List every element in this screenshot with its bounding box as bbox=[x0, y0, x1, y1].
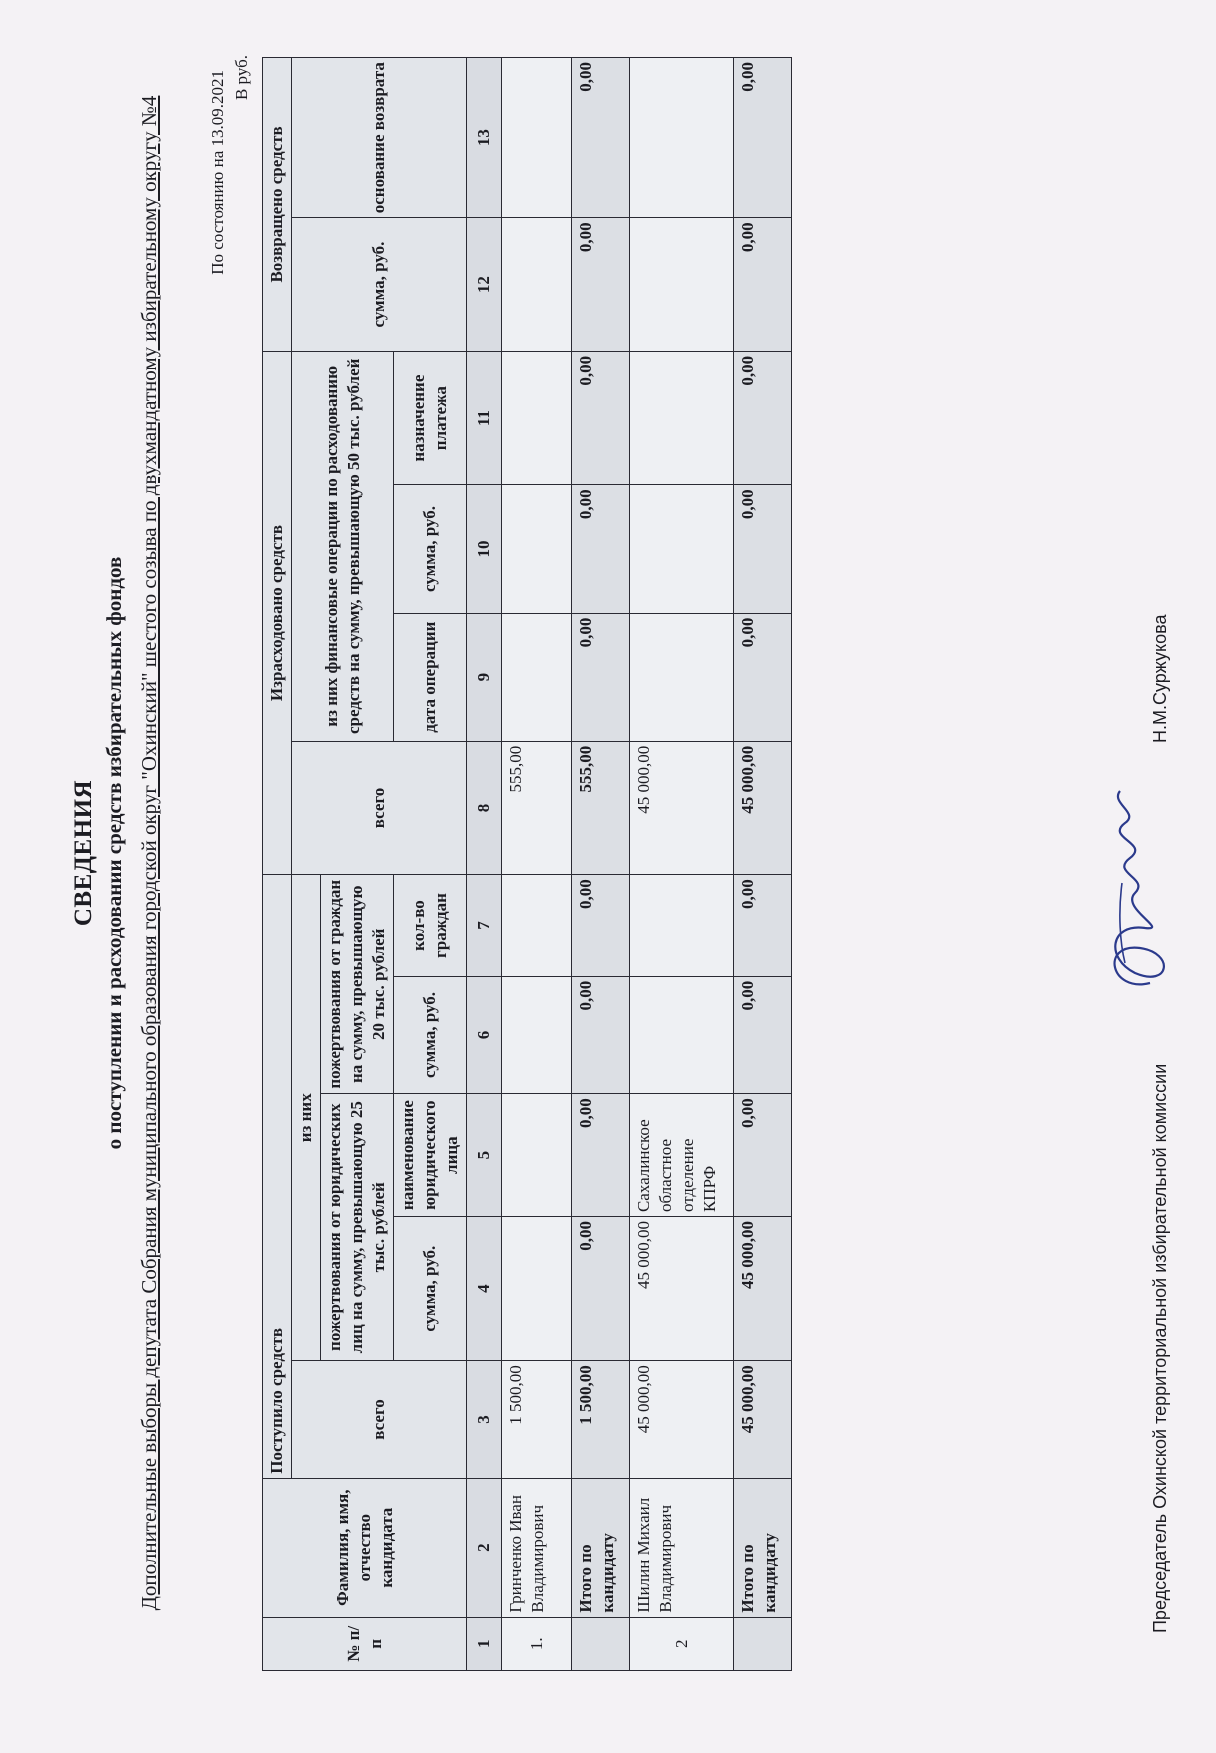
total-row bbox=[734, 58, 792, 1671]
col-header-spent-total: всего bbox=[292, 741, 467, 875]
total-label: Итого по кандидату bbox=[572, 1478, 630, 1617]
legal-sum: 0,00 bbox=[572, 1217, 630, 1361]
col-header-name: Фамилия, имя, отчество кандидата bbox=[263, 1478, 467, 1617]
col-header-op-purpose: назначение платежа bbox=[394, 351, 467, 485]
citizen-count: 0,00 bbox=[572, 875, 630, 976]
column-number: 12 bbox=[467, 218, 502, 352]
spent-total: 555,00 bbox=[502, 741, 572, 875]
document-subtitle: о поступлении и расходовании средств избирательных фондов bbox=[102, 556, 126, 1150]
spent-total: 555,00 bbox=[572, 741, 630, 875]
legal-name: Сахалинское областное отделение КПРФ bbox=[630, 1094, 734, 1217]
currency-unit: В руб. bbox=[232, 55, 251, 101]
operation-date: 0,00 bbox=[734, 613, 792, 741]
column-number: 2 bbox=[467, 1478, 502, 1617]
legal-name: 0,00 bbox=[734, 1094, 792, 1217]
citizen-sum bbox=[630, 976, 734, 1093]
column-number: 10 bbox=[467, 485, 502, 613]
legal-sum: 45 000,00 bbox=[734, 1217, 792, 1361]
return-reason: 0,00 bbox=[734, 58, 792, 218]
col-header-cit-count: кол-во граждан bbox=[394, 875, 467, 976]
col-header-op-sum: сумма, руб. bbox=[394, 485, 467, 613]
operation-purpose: 0,00 bbox=[572, 351, 630, 485]
signer-role: Председатель Охинской территориальной избирательной комиссии bbox=[1150, 1063, 1170, 1633]
col-header-cit-sum: сумма, руб. bbox=[394, 976, 467, 1093]
operation-purpose bbox=[502, 351, 572, 485]
return-sum bbox=[502, 218, 572, 352]
legal-sum bbox=[502, 1217, 572, 1361]
received-total: 1 500,00 bbox=[502, 1361, 572, 1478]
column-number: 1 bbox=[467, 1617, 502, 1670]
operation-date bbox=[502, 613, 572, 741]
header-row-2 bbox=[292, 58, 321, 1671]
column-number: 6 bbox=[467, 976, 502, 1093]
col-header-citizens: пожертвования от граждан на сумму, превышающую 20 тыс. рублей bbox=[321, 875, 394, 1094]
signer-name: Н.М.Суржукова bbox=[1150, 614, 1170, 743]
citizen-sum bbox=[502, 976, 572, 1093]
column-number: 11 bbox=[467, 351, 502, 485]
col-header-legal-name: наименование юридического лица bbox=[394, 1094, 467, 1217]
operation-sum bbox=[502, 485, 572, 613]
col-header-received-total: всего bbox=[292, 1361, 467, 1478]
operation-sum: 0,00 bbox=[734, 485, 792, 613]
total-row bbox=[572, 58, 630, 1671]
col-header-returned: Возвращено средств bbox=[263, 58, 292, 352]
operation-sum: 0,00 bbox=[572, 485, 630, 613]
spent-total: 45 000,00 bbox=[734, 741, 792, 875]
handwritten-signature bbox=[1080, 783, 1190, 1003]
candidate-name: Гринченко Иван Владимирович bbox=[502, 1478, 572, 1617]
column-number: 4 bbox=[467, 1217, 502, 1361]
column-number: 9 bbox=[467, 613, 502, 741]
return-sum bbox=[630, 218, 734, 352]
received-total: 45 000,00 bbox=[630, 1361, 734, 1478]
legal-name: 0,00 bbox=[572, 1094, 630, 1217]
table-row bbox=[630, 58, 734, 1671]
document-title: СВЕДЕНИЯ bbox=[70, 779, 97, 927]
citizen-count bbox=[502, 875, 572, 976]
row-number bbox=[734, 1617, 792, 1670]
col-header-return-sum: сумма, руб. bbox=[292, 218, 467, 352]
column-number: 3 bbox=[467, 1361, 502, 1478]
row-number: 2 bbox=[630, 1617, 734, 1670]
col-header-of-which: из них bbox=[292, 875, 321, 1361]
col-header-num: № п/п bbox=[263, 1617, 467, 1670]
received-total: 1 500,00 bbox=[572, 1361, 630, 1478]
column-number: 8 bbox=[467, 741, 502, 875]
operation-date: 0,00 bbox=[572, 613, 630, 741]
col-header-received: Поступило средств bbox=[263, 875, 292, 1478]
header-row-1 bbox=[263, 58, 292, 1671]
return-sum: 0,00 bbox=[734, 218, 792, 352]
election-description: Дополнительные выборы депутата Собрания муниципального образования городской округ "Охинский" шестого созыва по двухмандатному избирательному округу №4 bbox=[137, 95, 161, 1611]
funds-report-table bbox=[262, 57, 792, 1671]
legal-sum: 45 000,00 bbox=[630, 1217, 734, 1361]
col-header-legal: пожертвования от юридических лиц на сумму, превышающую 25 тыс. рублей bbox=[321, 1094, 394, 1361]
return-reason: 0,00 bbox=[572, 58, 630, 218]
operation-sum bbox=[630, 485, 734, 613]
legal-name bbox=[502, 1094, 572, 1217]
col-header-operations: из них финансовые операции по расходованию средств на сумму, превышающую 50 тыс. рублей bbox=[292, 351, 394, 741]
total-label: Итого по кандидату bbox=[734, 1478, 792, 1617]
col-header-spent: Израсходовано средств bbox=[263, 351, 292, 874]
citizen-sum: 0,00 bbox=[734, 976, 792, 1093]
received-total: 45 000,00 bbox=[734, 1361, 792, 1478]
candidate-name: Шилин Михаил Владимирович bbox=[630, 1478, 734, 1617]
citizen-count: 0,00 bbox=[734, 875, 792, 976]
citizen-sum: 0,00 bbox=[572, 976, 630, 1093]
column-number: 13 bbox=[467, 58, 502, 218]
column-number: 7 bbox=[467, 875, 502, 976]
return-reason bbox=[502, 58, 572, 218]
column-number-row bbox=[467, 58, 502, 1671]
row-number bbox=[572, 1617, 630, 1670]
operation-purpose bbox=[630, 351, 734, 485]
spent-total: 45 000,00 bbox=[630, 741, 734, 875]
col-header-return-reason: основание возврата bbox=[292, 58, 467, 218]
col-header-legal-sum: сумма, руб. bbox=[394, 1217, 467, 1361]
document-header bbox=[70, 53, 165, 1653]
citizen-count bbox=[630, 875, 734, 976]
row-number: 1. bbox=[502, 1617, 572, 1670]
operation-purpose: 0,00 bbox=[734, 351, 792, 485]
operation-date bbox=[630, 613, 734, 741]
as-of-date: По состоянию на 13.09.2021 bbox=[208, 70, 227, 275]
table-row bbox=[502, 58, 572, 1671]
col-header-op-date: дата операции bbox=[394, 613, 467, 741]
return-sum: 0,00 bbox=[572, 218, 630, 352]
return-reason bbox=[630, 58, 734, 218]
column-number: 5 bbox=[467, 1094, 502, 1217]
